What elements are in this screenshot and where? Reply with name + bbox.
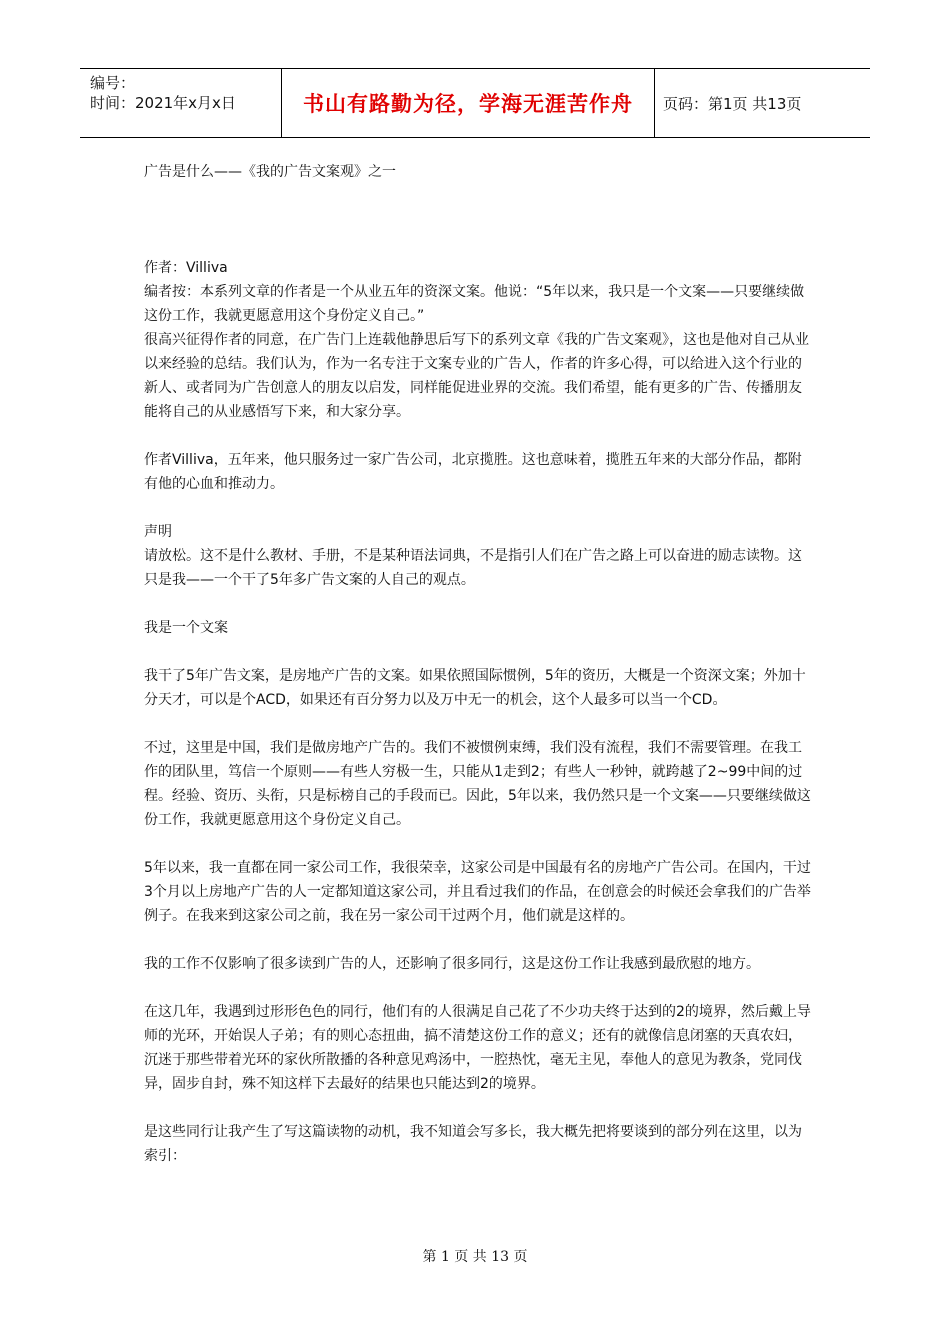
- document-date: 时间：2021年x月x日: [90, 94, 236, 112]
- section-heading: 我是一个文案: [144, 620, 228, 636]
- body-paragraph: 是这些同行让我产生了写这篇读物的动机，我不知道会写多长，我大概先把将要谈到的部分列在这里，以为索引：: [144, 1124, 802, 1164]
- header-motto: 书山有路勤为径，学海无涯苦作舟: [282, 69, 655, 137]
- document-number-label: 编号：: [90, 74, 136, 92]
- header-meta: [80, 69, 282, 137]
- article-author: 作者：Villiva: [144, 260, 228, 276]
- author-bio: 作者Villiva，五年来，他只服务过一家广告公司，北京揽胜。这也意味着，揽胜五年来的大部分作品，都附有他的心血和推动力。: [144, 452, 802, 492]
- statement-heading: 声明: [144, 524, 172, 540]
- body-paragraph: 我干了5年广告文案，是房地产广告的文案。如果依照国际惯例，5年的资历，大概是一个资深文案；外加十分天才，可以是个ACD，如果还有百分努力以及万中无一的机会，这个人最多可以当一个CD。: [144, 668, 806, 708]
- body-paragraph: 我的工作不仅影响了很多读到广告的人，还影响了很多同行，这是这份工作让我感到最欣慰的地方。: [144, 956, 760, 972]
- body-paragraph: 在这几年，我遇到过形形色色的同行，他们有的人很满足自己花了不少功夫终于达到的2的境界，然后戴上导师的光环，开始误人子弟；有的则心态扭曲，搞不清楚这份工作的意义；还有的就像信息闭塞的天真农妇，沉迷于那些带着光环的家伙所散播的各种意见鸡汤中，一腔热忱，毫无主见，奉他人的意见为教条，党同伐异，固步自封，殊不知这样下去最好的结果也只能达到2的境界。: [144, 1004, 811, 1092]
- intro-paragraph: 很高兴征得作者的同意，在广告门上连载他静思后写下的系列文章《我的广告文案观》，这也是他对自己从业以来经验的总结。我们认为，作为一名专注于文案专业的广告人，作者的许多心得，可以给进入这个行业的新人、或者同为广告创意人的朋友以启发，同样能促进业界的交流。我们希望，能有更多的广告、传播朋友能将自己的从业感悟写下来，和大家分享。: [144, 332, 809, 420]
- editor-note: 编者按：本系列文章的作者是一个从业五年的资深文案。他说：“5年以来，我只是一个文案——只要继续做这份工作，我就更愿意用这个身份定义自己。”: [144, 284, 805, 324]
- body-paragraph: 不过，这里是中国，我们是做房地产广告的。我们不被惯例束缚，我们没有流程，我们不需要管理。在我工作的团队里，笃信一个原则——有些人穷极一生，只能从1走到2；有些人一秒钟，就跨越了2~99中间的过程。经验、资历、头衔，只是标榜自己的手段而已。因此，5年以来，我仍然只是一个文案——只要继续做这份工作，我就更愿意用这个身份定义自己。: [144, 740, 811, 828]
- statement-body: 请放松。这不是什么教材、手册，不是某种语法词典，不是指引人们在广告之路上可以奋进的励志读物。这只是我——一个干了5年多广告文案的人自己的观点。: [144, 548, 802, 588]
- body-paragraph: 5年以来，我一直都在同一家公司工作，我很荣幸，这家公司是中国最有名的房地产广告公司。在国内，干过3个月以上房地产广告的人一定都知道这家公司，并且看过我们的作品，在创意会的时候还会拿我们的广告举例子。在我来到这家公司之前，我在另一家公司干过两个月，他们就是这样的。: [144, 860, 811, 924]
- article-title: 广告是什么——《我的广告文案观》之一: [144, 164, 396, 180]
- article-body: [144, 160, 814, 1168]
- header-page-info: 页码：第1页 共13页: [663, 94, 802, 113]
- page-footer: 第 1 页 共 13 页: [422, 1249, 528, 1265]
- document-header: [80, 68, 870, 138]
